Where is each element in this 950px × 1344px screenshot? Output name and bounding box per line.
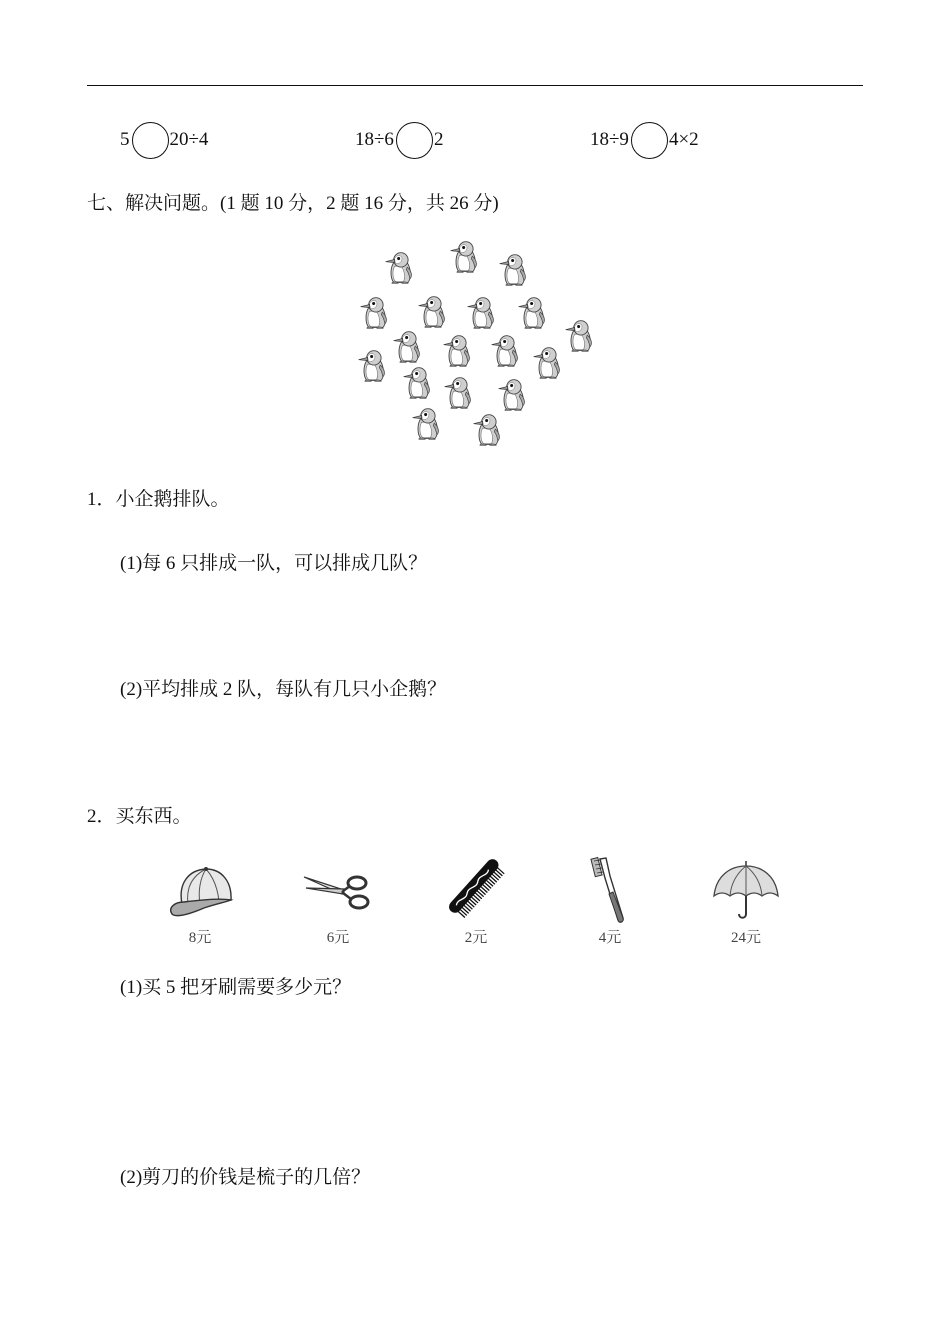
toothbrush-icon — [570, 852, 650, 924]
penguin-icon — [444, 336, 470, 367]
penguin-icon — [499, 380, 525, 411]
cap-icon — [160, 852, 240, 924]
shop-item-scissors — [298, 852, 378, 952]
penguin-icon — [394, 332, 420, 363]
comparison-left: 5 — [120, 129, 130, 150]
comparison-left: 18÷6 — [355, 129, 394, 150]
comparison-left: 18÷9 — [590, 129, 629, 150]
penguin-icon — [361, 298, 387, 329]
comb-icon — [436, 852, 516, 924]
shop-item-comb — [436, 852, 516, 952]
penguin-figure — [350, 235, 610, 455]
umbrella-icon — [706, 852, 786, 924]
penguin-icon — [419, 297, 445, 328]
price-label: 4元 — [598, 930, 622, 946]
answer-circle — [631, 122, 668, 159]
price-label: 24元 — [730, 930, 761, 946]
problem-2-title: 2．买东西。 — [87, 806, 192, 827]
penguin-icon — [386, 253, 412, 284]
shop-item-toothbrush — [570, 852, 650, 952]
comparison-3 — [590, 120, 699, 160]
price-label: 6元 — [326, 930, 350, 946]
penguin-icon — [519, 298, 545, 329]
penguin-icon — [474, 415, 500, 446]
comparison-right: 4×2 — [668, 129, 699, 150]
penguin-icon — [492, 336, 518, 367]
problem-2-question-2: (2)剪刀的价钱是梳子的几倍？ — [120, 1167, 371, 1188]
penguin-icon — [566, 321, 592, 352]
penguin-icon — [451, 242, 477, 273]
problem-1-question-1: (1)每 6 只排成一队，可以排成几队？ — [120, 553, 428, 574]
penguin-icon — [534, 348, 560, 379]
penguin-icon — [359, 351, 385, 382]
price-label: 8元 — [188, 930, 212, 946]
problem-1-question-2: (2)平均排成 2 队，每队有几只小企鹅？ — [120, 679, 447, 700]
problem-1-title: 1．小企鹅排队。 — [87, 489, 230, 510]
comparison-2 — [355, 120, 443, 160]
header-rule — [87, 85, 863, 86]
comparison-right: 20÷4 — [169, 129, 209, 150]
penguin-icon — [500, 255, 526, 286]
section-title: 七、解决问题。(1 题 10 分，2 题 16 分，共 26 分) — [87, 193, 499, 214]
penguin-icon — [413, 409, 439, 440]
scissors-icon — [298, 852, 378, 924]
price-label: 2元 — [464, 930, 488, 946]
problem-2-question-1: (1)买 5 把牙刷需要多少元？ — [120, 977, 352, 998]
answer-circle — [396, 122, 433, 159]
penguin-icon — [468, 298, 494, 329]
comparison-1 — [120, 120, 208, 160]
penguin-icon — [445, 378, 471, 409]
comparison-right: 2 — [433, 129, 444, 150]
shop-item-cap — [160, 852, 240, 952]
answer-circle — [132, 122, 169, 159]
shop-item-umbrella — [706, 852, 786, 952]
penguin-icon — [404, 368, 430, 399]
